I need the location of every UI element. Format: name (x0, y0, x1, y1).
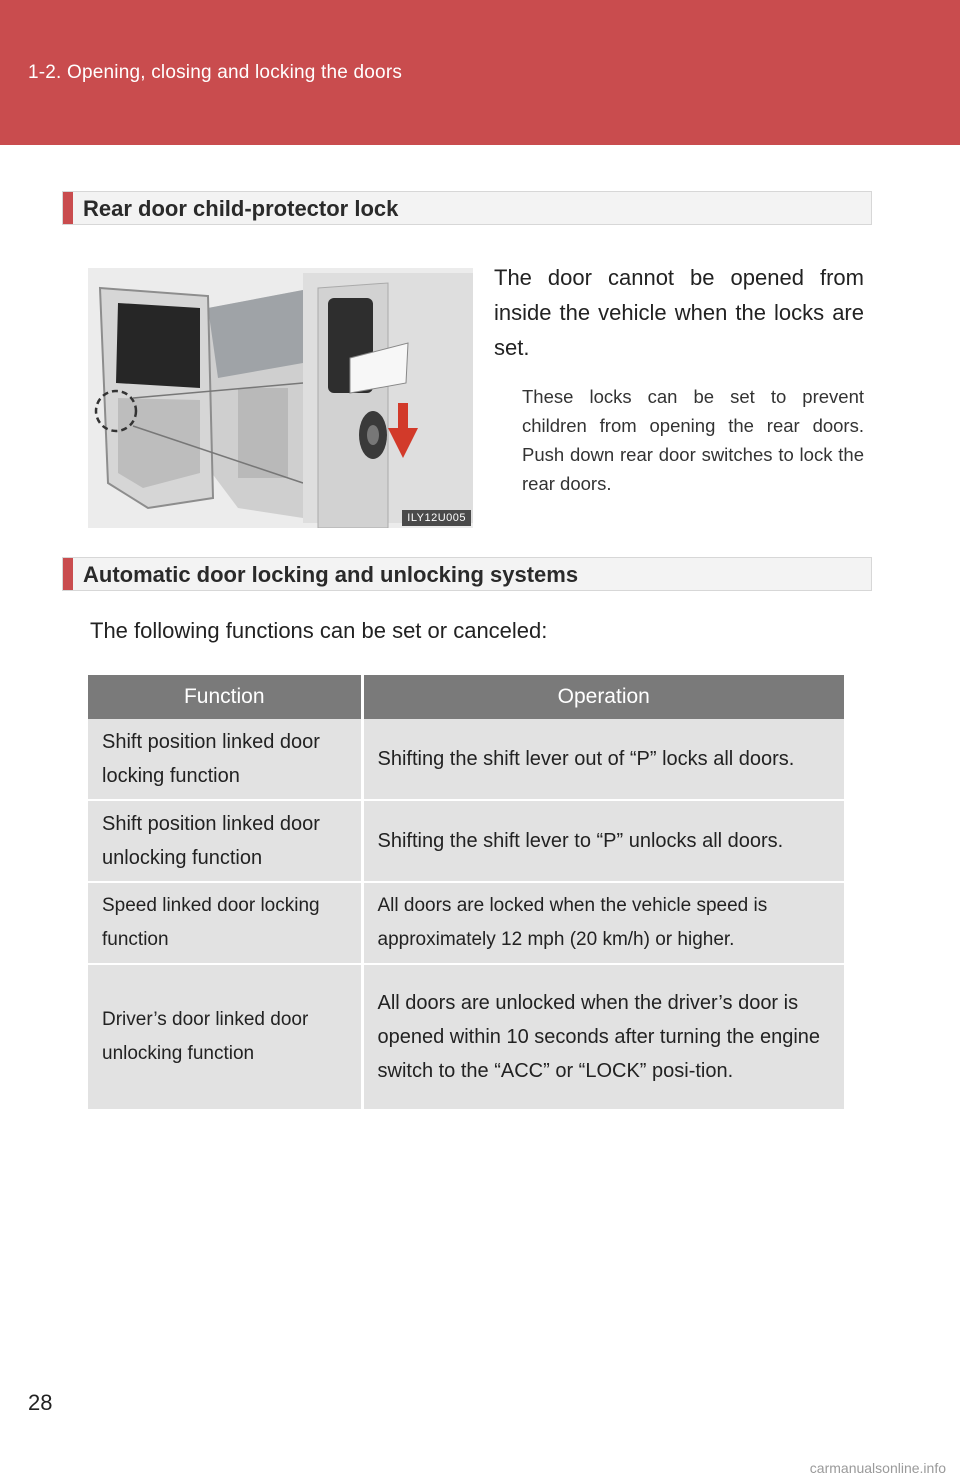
column-header-operation: Operation (362, 675, 844, 719)
section-accent (63, 558, 73, 590)
table-row (88, 964, 844, 1110)
child-lock-note: These locks can be set to prevent children from opening the rear doors. Push down rear door switches to lock the rear doors. (522, 386, 864, 494)
table-row (88, 719, 844, 800)
operation-cell: Shifting the shift lever to “P” unlocks all doors. (362, 800, 844, 882)
watermark-text: carmanualsonline.info (809, 1460, 946, 1476)
operation-cell: Shifting the shift lever out of “P” locks all doors. (362, 719, 844, 800)
auto-lock-intro: The following functions can be set or canceled: (90, 618, 548, 643)
function-cell: Speed linked door locking function (88, 882, 362, 964)
section-title-bar (62, 557, 872, 591)
function-cell: Shift position linked door locking function (88, 719, 362, 800)
operation-cell: All doors are unlocked when the driver’s door is opened within 10 seconds after turning the engine switch to the “ACC” or “LOCK” posi-tion. (362, 964, 844, 1110)
section-title-auto-lock: Automatic door locking and unlocking systems (83, 562, 579, 587)
table-header-row (88, 675, 844, 719)
car-door-drawing (88, 268, 473, 528)
page-header (0, 0, 960, 145)
figure-code: ILY12U005 (402, 510, 471, 526)
column-header-function: Function (88, 675, 362, 719)
child-lock-illustration (88, 268, 473, 528)
table-row (88, 800, 844, 882)
page-number: 28 (28, 1390, 53, 1415)
section-title-child-lock: Rear door child-protector lock (83, 196, 399, 221)
section-accent (63, 192, 73, 224)
chapter-heading: 1-2. Opening, closing and locking the doors (28, 62, 403, 83)
table-row (88, 882, 844, 964)
child-lock-description: The door cannot be opened from inside the vehicle when the locks are set. (494, 265, 864, 360)
functions-table (88, 675, 844, 1111)
function-cell: Driver’s door linked door unlocking function (88, 964, 362, 1110)
function-cell: Shift position linked door unlocking function (88, 800, 362, 882)
operation-cell: All doors are locked when the vehicle speed is approximately 12 mph (20 km/h) or higher. (362, 882, 844, 964)
section-title-bar (62, 191, 872, 225)
